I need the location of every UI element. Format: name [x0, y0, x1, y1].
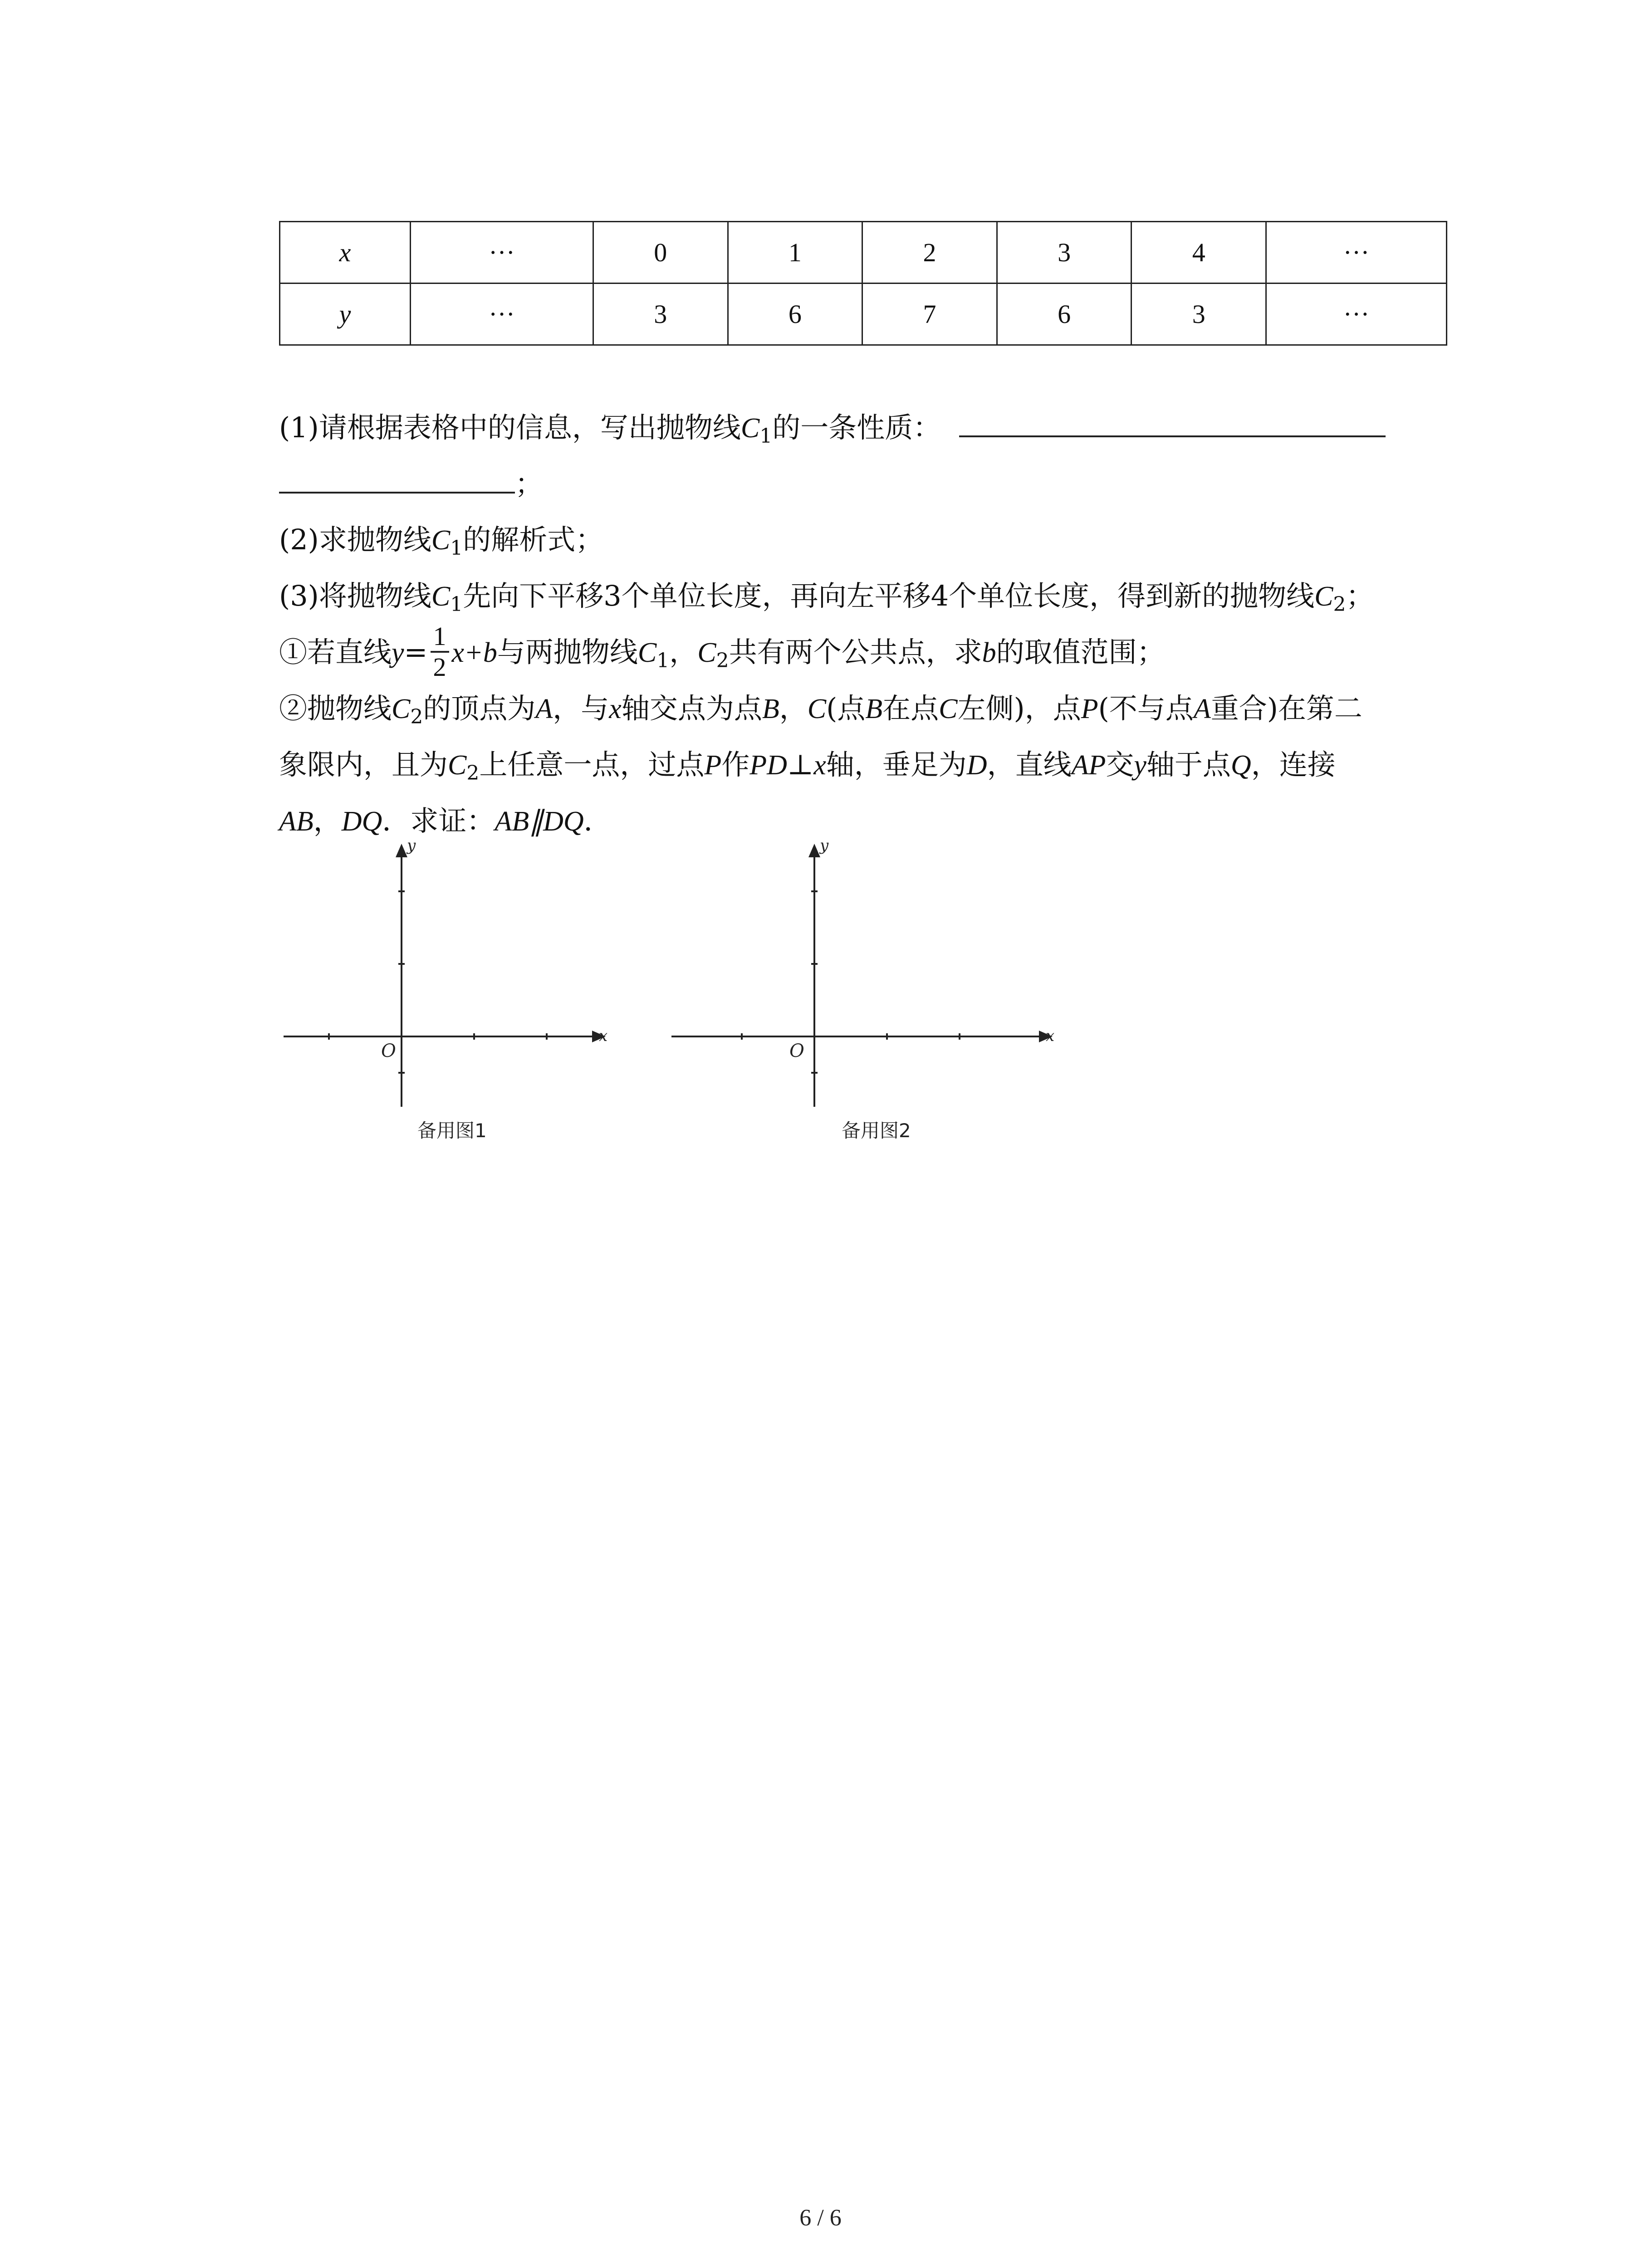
- text: ①若直线: [279, 635, 392, 669]
- origin-label: O: [381, 1041, 396, 1061]
- symbol: DQ: [341, 806, 382, 837]
- page-number: 6 / 6: [799, 2205, 842, 2231]
- text: 作: [721, 748, 750, 781]
- question-1-line-2: [279, 455, 1477, 512]
- fraction-numerator: 1: [431, 622, 449, 653]
- symbol: C: [431, 525, 451, 556]
- subscript: 2: [716, 649, 729, 672]
- symbol: AB∥DQ: [495, 806, 584, 837]
- y-axis-arrow: [396, 844, 407, 857]
- subscript: 2: [466, 762, 480, 785]
- symbol: C: [448, 750, 467, 781]
- symbol: x+b: [451, 637, 497, 668]
- symbol: C: [807, 694, 827, 724]
- subscript: 2: [410, 705, 423, 728]
- table-cell: ···: [1266, 222, 1447, 284]
- question-1-line: [279, 399, 1477, 455]
- text: 轴于点: [1146, 748, 1231, 781]
- table-cell: 3: [997, 222, 1132, 284]
- symbol: y: [392, 637, 404, 668]
- question-text: [279, 399, 1477, 849]
- x-axis-label: x: [1046, 1027, 1055, 1045]
- text: 先向下平移3个单位长度，再向左平移4个单位长度，得到新的抛物线: [463, 579, 1315, 612]
- x-axis-label: x: [599, 1027, 608, 1045]
- text: ．: [583, 804, 612, 837]
- text: 在点: [882, 692, 939, 725]
- text: ；: [1346, 579, 1374, 612]
- question-2-line: [279, 512, 1477, 568]
- text: 交: [1106, 748, 1134, 781]
- symbol: =: [404, 635, 428, 669]
- symbol: y: [1134, 750, 1146, 781]
- answer-blank[interactable]: [959, 399, 1386, 437]
- text: (3)将抛物线: [279, 579, 431, 612]
- table-cell: 3: [1132, 284, 1266, 345]
- text: ，直线: [987, 748, 1072, 781]
- symbol: C: [697, 637, 716, 668]
- figure-1-caption: 备用图1: [417, 1119, 487, 1142]
- text: 重合)在第二: [1210, 692, 1362, 725]
- text: ，: [313, 804, 342, 837]
- symbol: C: [637, 637, 657, 668]
- question-3-line: [279, 568, 1477, 624]
- table-cell: x: [280, 222, 411, 284]
- text: 共有两个公共点，求: [729, 635, 982, 669]
- text: 的顶点为: [423, 692, 536, 725]
- table-cell: 3: [593, 284, 728, 345]
- text: ，: [779, 692, 808, 725]
- symbol: Q: [1230, 750, 1251, 781]
- coordinate-figure-2: [667, 835, 1075, 1134]
- text: ，连接: [1251, 748, 1336, 781]
- text: ②抛物线: [279, 692, 392, 725]
- table-cell: 2: [862, 222, 997, 284]
- text: (不与点: [1098, 692, 1194, 725]
- symbol: B: [865, 694, 883, 724]
- y-axis-label: y: [820, 836, 829, 855]
- table-cell: 6: [997, 284, 1132, 345]
- symbol: C: [939, 694, 958, 724]
- symbol: b: [982, 637, 996, 668]
- table-cell: 1: [728, 222, 862, 284]
- symbol: C: [1314, 581, 1333, 612]
- symbol: AP: [1071, 750, 1106, 781]
- table-cell: 4: [1132, 222, 1266, 284]
- figure-2-caption: 备用图2: [842, 1119, 911, 1142]
- subscript: 2: [1333, 593, 1346, 616]
- y-axis-arrow: [808, 844, 820, 857]
- symbol: P: [1081, 694, 1098, 724]
- symbol: A: [1193, 694, 1211, 724]
- answer-blank[interactable]: [279, 455, 515, 494]
- table-row-x: [280, 222, 1447, 284]
- table-cell: ···: [411, 284, 593, 345]
- text: 轴交点为点: [621, 692, 762, 725]
- table-row-y: [280, 284, 1447, 345]
- text: ．求证：: [382, 804, 495, 837]
- symbol: A: [535, 694, 553, 724]
- symbol: C: [740, 413, 760, 444]
- text: (点: [826, 692, 866, 725]
- text: 左侧)，点: [957, 692, 1081, 725]
- symbol: C: [392, 694, 411, 724]
- origin-label: O: [789, 1041, 804, 1061]
- table-cell: 6: [728, 284, 862, 345]
- text: (1)请根据表格中的信息，写出抛物线: [279, 411, 741, 444]
- text: 的取值范围；: [996, 635, 1165, 669]
- subscript: 1: [656, 649, 670, 672]
- symbol: x: [813, 750, 826, 781]
- subscript: 1: [450, 593, 463, 616]
- question-3b-line-1: [279, 680, 1477, 737]
- table-cell: ···: [1266, 284, 1447, 345]
- text: 轴，垂足为: [826, 748, 967, 781]
- values-table: [279, 221, 1447, 346]
- symbol: AB: [279, 806, 314, 837]
- text: ；: [515, 467, 544, 500]
- question-3b-line-2: [279, 737, 1477, 793]
- coordinate-figure-1: [279, 835, 624, 1134]
- subscript: 1: [450, 537, 463, 560]
- symbol: B: [762, 694, 779, 724]
- fraction-denominator: 2: [433, 652, 446, 682]
- text: 上任意一点，过点: [479, 748, 705, 781]
- text: 的一条性质：: [772, 411, 941, 444]
- table-cell: y: [280, 284, 411, 345]
- subscript: 1: [759, 425, 773, 448]
- symbol: PD: [749, 750, 787, 781]
- table-cell: 7: [862, 284, 997, 345]
- text: ，与: [553, 692, 609, 725]
- table-cell: 0: [593, 222, 728, 284]
- y-axis-label: y: [407, 836, 416, 855]
- question-3a-line: [279, 621, 1477, 682]
- text: 与两抛物线: [497, 635, 638, 669]
- symbol: D: [966, 750, 987, 781]
- text: 的解析式；: [463, 523, 604, 556]
- text: 象限内，且为: [279, 748, 448, 781]
- table-cell: ···: [411, 222, 593, 284]
- text: (2)求抛物线: [279, 523, 431, 556]
- symbol: ⊥: [787, 748, 814, 781]
- symbol: C: [431, 581, 451, 612]
- text: ，: [669, 635, 698, 669]
- symbol: P: [704, 750, 722, 781]
- symbol: x: [609, 694, 622, 724]
- fraction: [431, 622, 449, 682]
